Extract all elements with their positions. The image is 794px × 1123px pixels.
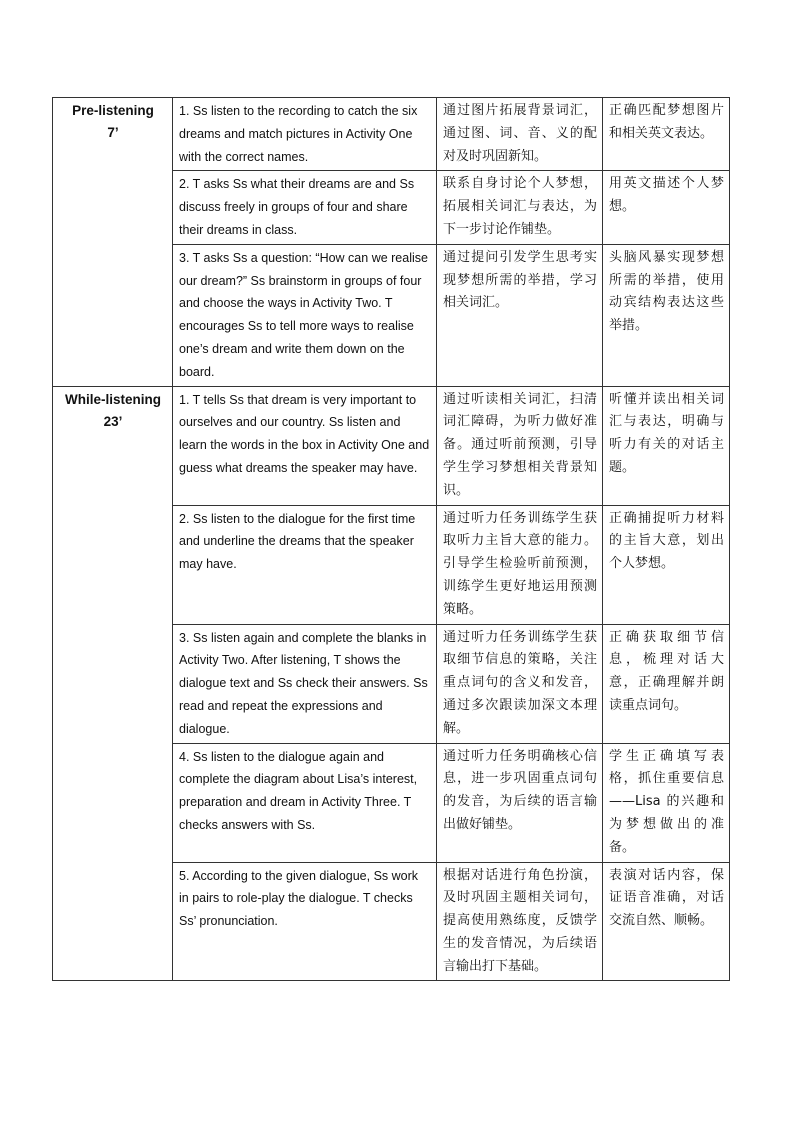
- goal-cell: 听懂并读出相关词汇与表达，明确与听力有关的对话主题。: [603, 386, 730, 505]
- goal-cell: 正确捕捉听力材料的主旨大意，划出个人梦想。: [603, 505, 730, 624]
- goal-cell: 表演对话内容，保证语音准确，对话交流自然、顺畅。: [603, 862, 730, 981]
- goal-cell: 学生正确填写表格，抓住重要信息——Lisa 的兴趣和为梦想做出的准备。: [603, 743, 730, 862]
- aim-cell: 通过听力任务训练学生获取细节信息的策略，关注重点词句的含义和发音，通过多次跟读加深文本理解。: [437, 624, 603, 743]
- aim-cell: 联系自身讨论个人梦想，拓展相关词汇与表达，为下一步讨论作铺垫。: [437, 171, 603, 244]
- activity-cell: 3. Ss listen again and complete the blanks in Activity Two. After listening, T shows the dialogue text and Ss check their answers. Ss read and repeat the expressions and dialogue.: [173, 624, 437, 743]
- aim-cell: 根据对话进行角色扮演，及时巩固主题相关词句，提高使用熟练度，反馈学生的发音情况，为后续语言输出打下基础。: [437, 862, 603, 981]
- aim-cell: 通过听力任务训练学生获取听力主旨大意的能力。引导学生检验听前预测，训练学生更好地运用预测策略。: [437, 505, 603, 624]
- activity-cell: 2. Ss listen to the dialogue for the first time and underline the dreams that the speaker may have.: [173, 505, 437, 624]
- table-row: [53, 98, 730, 171]
- stage-name: While-listening: [65, 391, 161, 407]
- stage-time: 23’: [103, 413, 123, 429]
- activity-cell: 1. Ss listen to the recording to catch the six dreams and match pictures in Activity One with the correct names.: [173, 98, 437, 171]
- aim-cell: 通过提问引发学生思考实现梦想所需的举措，学习相关词汇。: [437, 244, 603, 386]
- stage-name: Pre-listening: [72, 103, 154, 118]
- aim-cell: 通过听读相关词汇，扫清词汇障碍，为听力做好准备。通过听前预测，引导学生学习梦想相关背景知识。: [437, 386, 603, 505]
- goal-cell: 正确匹配梦想图片和相关英文表达。: [603, 98, 730, 171]
- stage-cell-pre-listening: [53, 98, 173, 387]
- activity-cell: 5. According to the given dialogue, Ss work in pairs to role-play the dialogue. T checks Ss’ pronunciation.: [173, 862, 437, 981]
- activity-cell: 3. T asks Ss a question: “How can we realise our dream?” Ss brainstorm in groups of four and choose the ways in Activity Two. T encourages Ss to tell more ways to realise one’s dream and write them down on the board.: [173, 244, 437, 386]
- table-row: [53, 386, 730, 505]
- goal-cell: 头脑风暴实现梦想所需的举措，使用动宾结构表达这些举措。: [603, 244, 730, 386]
- stage-time: 7’: [107, 125, 119, 140]
- lesson-plan-table: [52, 97, 730, 981]
- goal-cell: 正确获取细节信息，梳理对话大意，正确理解并朗读重点词句。: [603, 624, 730, 743]
- activity-cell: 1. T tells Ss that dream is very important to ourselves and our country. Ss listen and learn the words in the box in Activity One and guess what dreams the speaker may have.: [173, 386, 437, 505]
- activity-cell: 2. T asks Ss what their dreams are and Ss discuss freely in groups of four and share their dreams in class.: [173, 171, 437, 244]
- aim-cell: 通过听力任务明确核心信息，进一步巩固重点词句的发音，为后续的语言输出做好铺垫。: [437, 743, 603, 862]
- activity-cell: 4. Ss listen to the dialogue again and complete the diagram about Lisa’s interest, preparation and dream in Activity Three. T checks answers with Ss.: [173, 743, 437, 862]
- aim-cell: 通过图片拓展背景词汇，通过图、词、音、义的配对及时巩固新知。: [437, 98, 603, 171]
- goal-cell: 用英文描述个人梦想。: [603, 171, 730, 244]
- stage-cell-while-listening: [53, 386, 173, 981]
